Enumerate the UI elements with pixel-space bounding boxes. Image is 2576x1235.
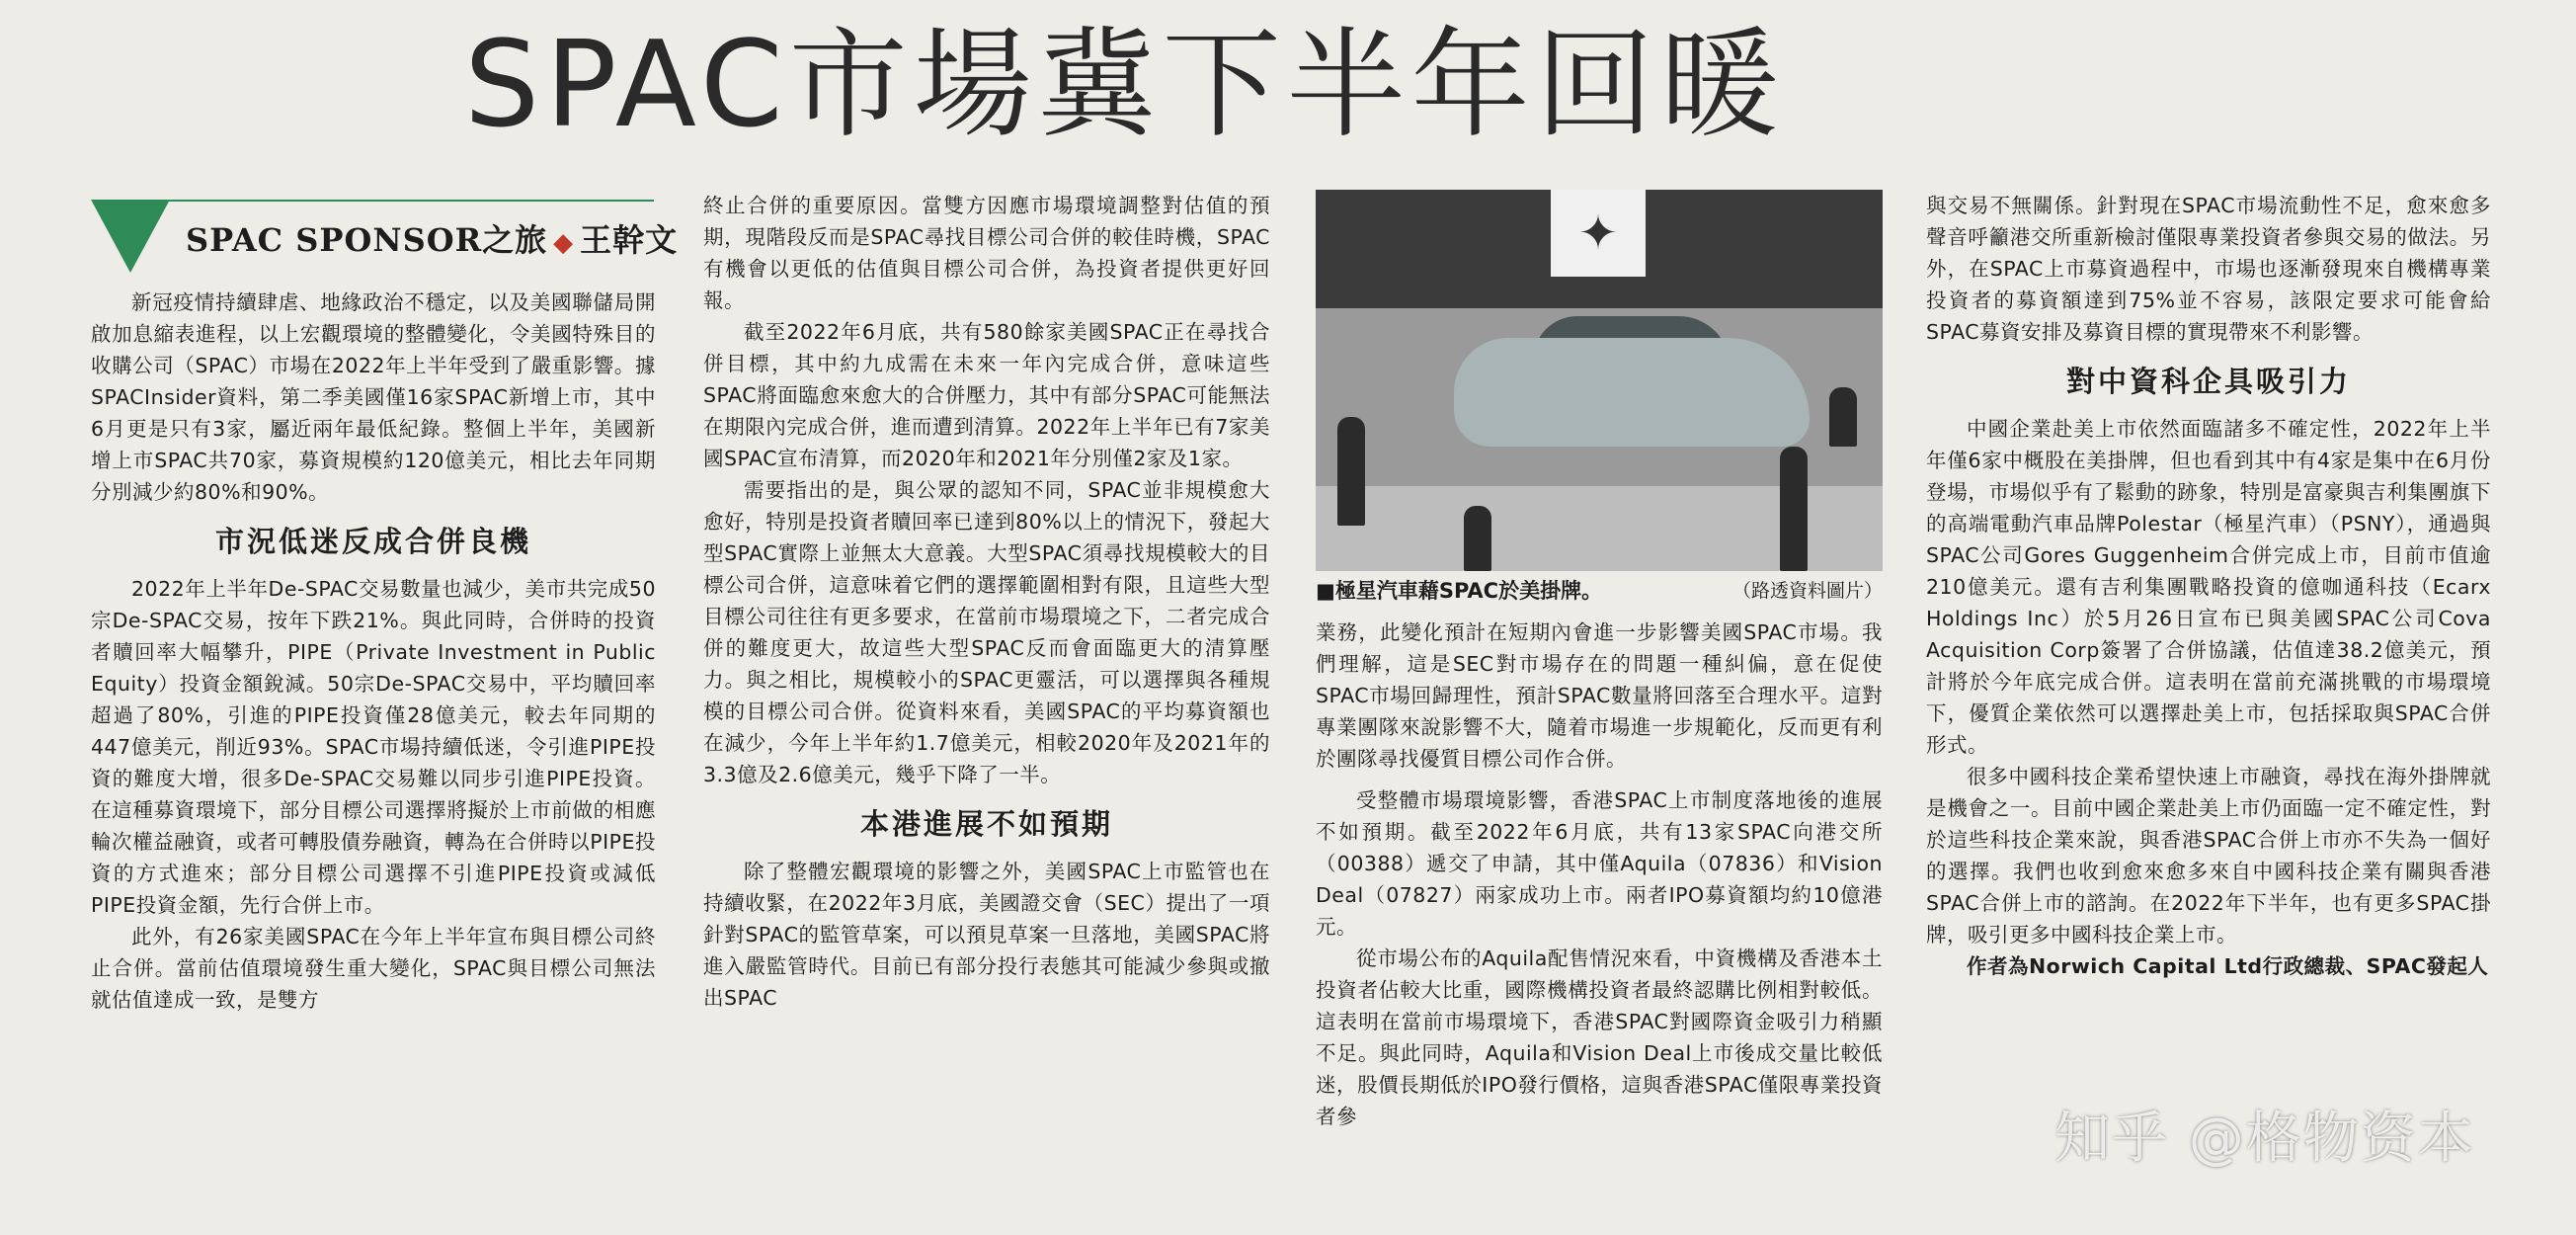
caption-text: ■極星汽車藉SPAC於美掛牌。 xyxy=(1316,579,1603,603)
paragraph: 2022年上半年De-SPAC交易數量也減少，美市共完成50宗De-SPAC交易，按年下跌21%。與此同時，合併時的投資者贖回率大幅攀升，PIPE（Private Investment in Public Equity）投資金額銳減。50宗De-SPAC交易中，平均贖回率超過了80%，引進的PIPE投資僅28億美元，較去年同期的447億美元，削近93%。SPAC市場持續低迷，令引進PIPE投資的難度大增，很多De-SPAC交易難以同步引進PIPE投資。在這種募資環境下，部分目標公司選擇將擬於上市前做的相應輪次權益融資，或者可轉股債券融資，轉為在合併時以PIPE投資的方式進來；部分目標公司選擇不引進PIPE投資或減低PIPE投資金額，先行合併上市。 xyxy=(91,577,656,917)
headline: SPAC市場冀下半年回暖 xyxy=(464,17,1785,154)
article-column-1 xyxy=(91,287,656,1235)
series-name: SPAC SPONSOR之旅 xyxy=(186,221,548,259)
byline xyxy=(91,194,679,277)
paragraph: 新冠疫情持續肆虐、地緣政治不穩定，以及美國聯儲局開啟加息縮表進程，以上宏觀環境的整體變化，令美國特殊目的收購公司（SPAC）市場在2022年上半年受到了嚴重影響。據SPACInsider資料，第二季美國僅16家SPAC新增上市，其中6月更是只有3家，屬近兩年最低紀錄。整個上半年，美國新增上市SPAC共70家，募資規模約120億美元，相比去年同期分別減少約80%和90%。 xyxy=(91,290,656,504)
paragraph: 除了整體宏觀環境的影響之外，美國SPAC上市監管也在持續收緊，在2022年3月底，美國證交會（SEC）提出了一項針對SPAC的監管草案，可以預見草案一旦落地，美國SPAC將進入嚴監管時代。目前已有部分投行表態其可能減少參與或撤出SPAC xyxy=(703,860,1270,1010)
paragraph: 此外，有26家美國SPAC在今年上半年宣布與目標公司終止合併。當前估值環境發生重大變化，SPAC與目標公司無法就估值達成一致，是雙方 xyxy=(91,925,656,1012)
subheading: 市況低迷反成合併良機 xyxy=(214,525,531,558)
polestar-logo-icon: ✦ xyxy=(1551,190,1646,277)
subheading: 本港進展不如預期 xyxy=(859,807,1113,841)
article-column-3 xyxy=(1316,617,1883,1235)
paragraph: 業務，此變化預計在短期內會進一步影響美國SPAC市場。我們理解，這是SEC對市場存在的問題一種糾偏，意在促使SPAC市場回歸理性，預計SPAC數量將回落至合理水平。這對專業團隊來說影響不大，隨着市場進一步規範化，反而更有利於團隊尋找優質目標公司作合併。 xyxy=(1316,620,1883,771)
author-note: 作者為Norwich Capital Ltd行政總裁、SPAC發起人 xyxy=(1967,954,2489,978)
car-shape xyxy=(1454,338,1810,447)
diamond-bullet-icon: ◆ xyxy=(553,228,575,258)
paragraph: 需要指出的是，與公眾的認知不同，SPAC並非規模愈大愈好，特別是投資者贖回率已達到80%以上的情況下，發起大型SPAC實際上並無太大意義。大型SPAC須尋找規模較大的目標公司合併，這意味着它們的選擇範圍相對有限，且這些大型目標公司往往有更多要求，在當前市場環境之下，二者完成合併的難度更大，故這些大型SPAC反而會面臨更大的清算壓力。與之相比，規模較小的SPAC更靈活，可以選擇與各種規模的目標公司合併。從資料來看，美國SPAC的平均募資額也在減少，今年上半年約1.7億美元，相較2020年及2021年的3.3億及2.6億美元，幾乎下降了一半。 xyxy=(703,478,1270,786)
person-figure xyxy=(1780,447,1808,571)
paragraph: 受整體市場環境影響，香港SPAC上市制度落地後的進展不如預期。截至2022年6月底，共有13家SPAC向港交所（00388）遞交了申請，其中僅Aquila（07836）和Vision Deal（07827）兩家成功上市。兩者IPO募資額均約10億港元。 xyxy=(1316,788,1883,939)
news-photo xyxy=(1316,190,1883,571)
person-figure xyxy=(1829,387,1857,447)
column-series-title xyxy=(186,215,678,261)
person-figure xyxy=(1464,506,1491,571)
person-figure xyxy=(1337,417,1365,526)
photo-caption xyxy=(1316,573,1883,609)
subheading: 對中資科企具吸引力 xyxy=(2065,365,2351,398)
article-column-4 xyxy=(1926,190,2491,1235)
paragraph: 從市場公布的Aquila配售情況來看，中資機構及香港本土投資者佔較大比重，國際機構投資者最終認購比例相對較低。這表明在當前市場環境下，香港SPAC對國際資金吸引力稍顯不足。與此同時，Aquila和Vision Deal上市後成交量比較低迷，股價長期低於IPO發行價格，這與香港SPAC僅限專業投資者參 xyxy=(1316,947,1883,1128)
paragraph: 截至2022年6月底，共有580餘家美國SPAC正在尋找合併目標，其中約九成需在未來一年內完成合併，意味這些SPAC將面臨愈來愈大的合併壓力，其中有部分SPAC可能無法在期限內完成合併，進而遭到清算。2022年上半年已有7家美國SPAC宣布清算，而2020年和2021年分別僅2家及1家。 xyxy=(703,320,1270,470)
byline-author: 王幹文 xyxy=(580,221,679,259)
watermark: 知乎 @格物资本 xyxy=(2054,1107,2475,1171)
green-triangle-icon xyxy=(91,200,170,273)
photo-credit: （路透資料圖片） xyxy=(1731,580,1883,602)
article-column-2 xyxy=(703,190,1270,1235)
paragraph: 很多中國科技企業希望快速上市融資，尋找在海外掛牌就是機會之一。目前中國企業赴美上市仍面臨一定不確定性，對於這些科技企業來說，與香港SPAC合併上市亦不失為一個好的選擇。我們也收到愈來愈多來自中國科技企業有關與香港SPAC合併上市的諮詢。在2022年下半年，也有更多SPAC掛牌，吸引更多中國科技企業上市。 xyxy=(1926,765,2491,947)
paragraph: 終止合併的重要原因。當雙方因應市場環境調整對估值的預期，現階段反而是SPAC尋找目標公司合併的較佳時機，SPAC有機會以更低的估值與目標公司合併，為投資者提供更好回報。 xyxy=(703,194,1270,312)
paragraph: 與交易不無關係。針對現在SPAC市場流動性不足，愈來愈多聲音呼籲港交所重新檢討僅限專業投資者參與交易的做法。另外，在SPAC上市募資過程中，市場也逐漸發現來自機構專業投資者的募資額達到75%並不容易，該限定要求可能會給SPAC募資安排及募資目標的實現帶來不利影響。 xyxy=(1926,194,2491,344)
paragraph: 中國企業赴美上市依然面臨諸多不確定性，2022年上半年僅6家中概股在美掛牌，但也看到其中有4家是集中在6月份登場，市場似乎有了鬆動的跡象，特別是富豪與吉利集團旗下的高端電動汽車品牌Polestar（極星汽車）（PSNY），通過與SPAC公司Gores Guggenheim合併完成上市，目前市值逾210億美元。還有吉利集團戰略投資的億咖通科技（Ecarx Holdings Inc）於5月26日宣布已與美國SPAC公司Cova Acquisition Corp簽署了合併協議，估值達38.2億美元，預計將於今年底完成合併。這表明在當前充滿挑戰的市場環境下，優質企業依然可以選擇赴美上市，包括採取與SPAC合併形式。 xyxy=(1926,417,2491,757)
